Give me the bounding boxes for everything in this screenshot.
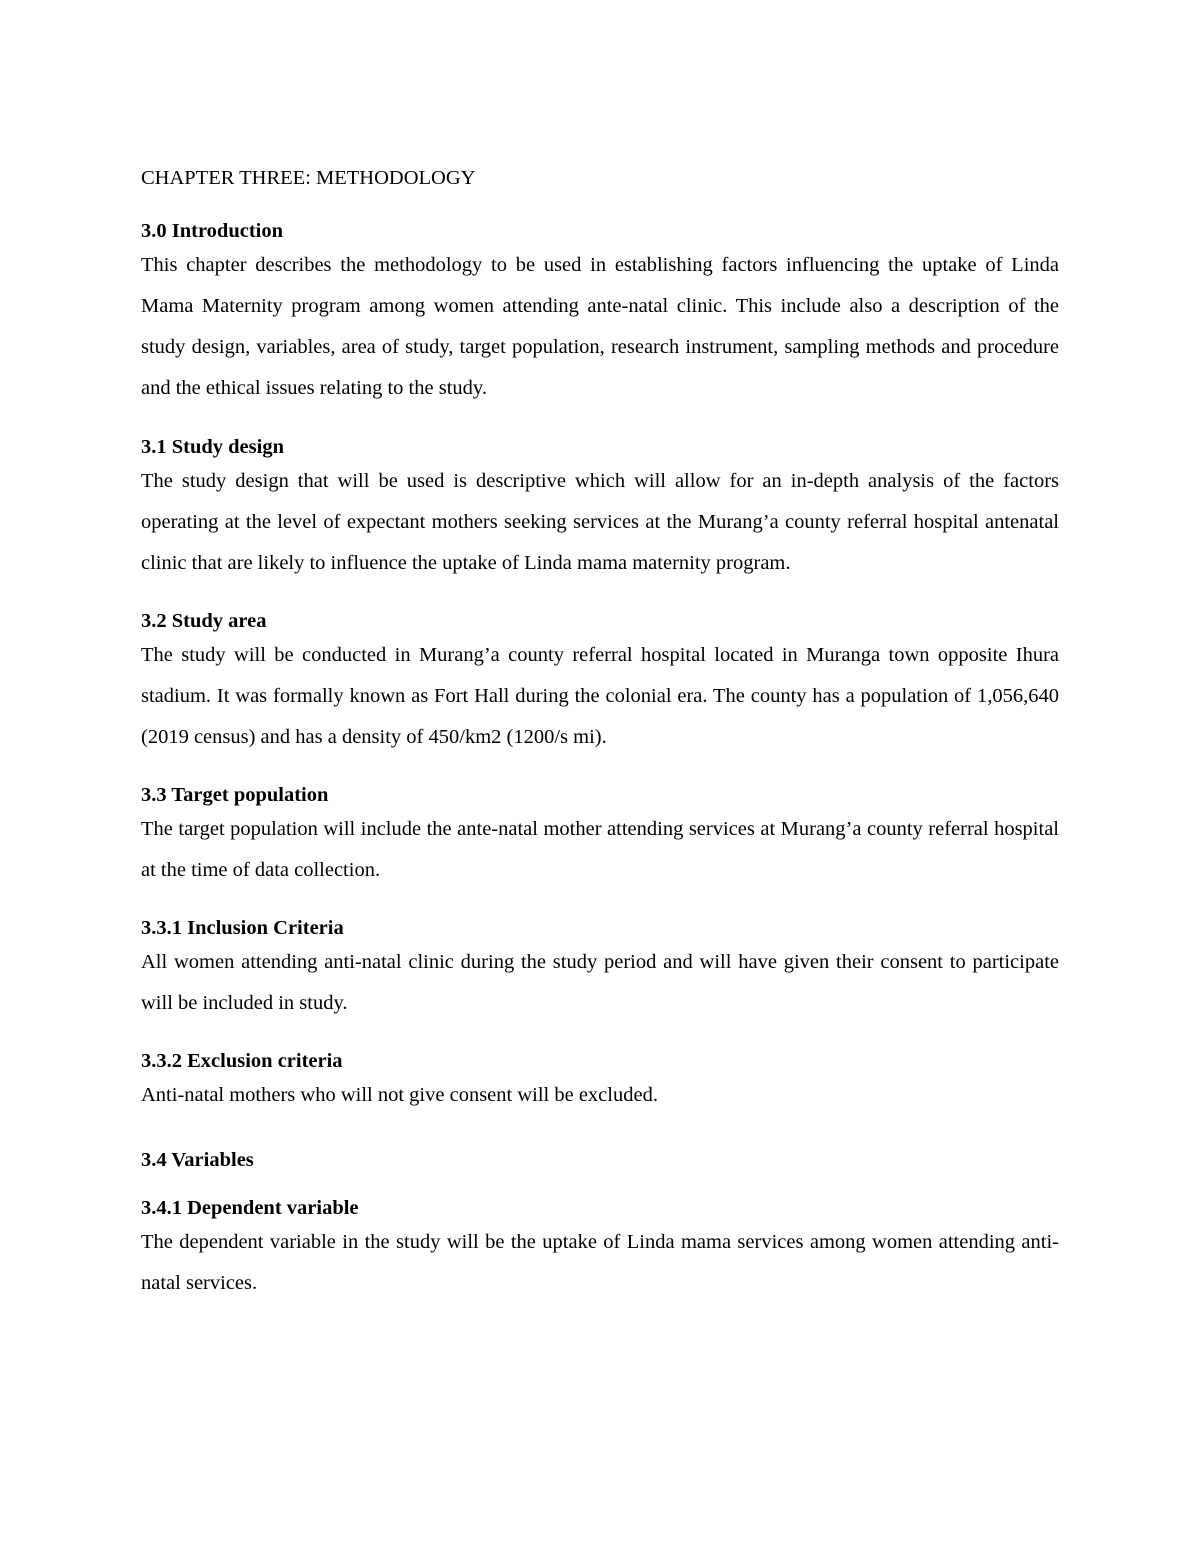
section-paragraph: The dependent variable in the study will be the uptake of Linda mama services among women attending anti-natal services. [141, 1231, 1059, 1294]
section-heading: 3.4 Variables [141, 1149, 254, 1171]
section-heading: 3.2 Study area [141, 610, 267, 632]
section-heading: 3.3 Target population [141, 784, 329, 806]
section-inclusion-criteria [141, 914, 1059, 1024]
chapter-title: CHAPTER THREE: METHODOLOGY [141, 167, 476, 189]
document-page [141, 163, 1059, 1328]
section-paragraph: The study will be conducted in Murang’a county referral hospital located in Muranga town opposite Ihura stadium. It was formally known as Fort Hall during the colonial era. The county has a population of 1,056,640 (2019 census) and has a density of 450/km2 (1200/s mi). [141, 644, 1059, 748]
section-exclusion-criteria [141, 1047, 1059, 1116]
section-paragraph: All women attending anti-natal clinic during the study period and will have given their consent to participate will be included in study. [141, 951, 1059, 1014]
section-variables [141, 1146, 1059, 1174]
section-paragraph: The target population will include the ante-natal mother attending services at Murang’a county referral hospital at the time of data collection. [141, 818, 1059, 881]
section-target-population [141, 781, 1059, 891]
section-heading: 3.4.1 Dependent variable [141, 1197, 359, 1219]
section-paragraph: The study design that will be used is descriptive which will allow for an in-depth analysis of the factors operating at the level of expectant mothers seeking services at the Murang’a county referral hospital antenatal clinic that are likely to influence the uptake of Linda mama maternity program. [141, 470, 1059, 574]
section-heading: 3.3.1 Inclusion Criteria [141, 917, 344, 939]
section-paragraph: Anti-natal mothers who will not give consent will be excluded. [141, 1084, 658, 1106]
section-dependent-variable [141, 1194, 1059, 1304]
section-heading: 3.1 Study design [141, 436, 284, 458]
section-study-area [141, 607, 1059, 758]
section-heading: 3.0 Introduction [141, 220, 284, 242]
section-study-design [141, 433, 1059, 584]
section-heading: 3.3.2 Exclusion criteria [141, 1050, 343, 1072]
section-introduction [141, 217, 1059, 409]
section-paragraph: This chapter describes the methodology to be used in establishing factors influencing the uptake of Linda Mama Maternity program among women attending ante-natal clinic. This include also a description of the study design, variables, area of study, target population, research instrument, sampling methods and procedure and the ethical issues relating to the study. [141, 254, 1059, 399]
